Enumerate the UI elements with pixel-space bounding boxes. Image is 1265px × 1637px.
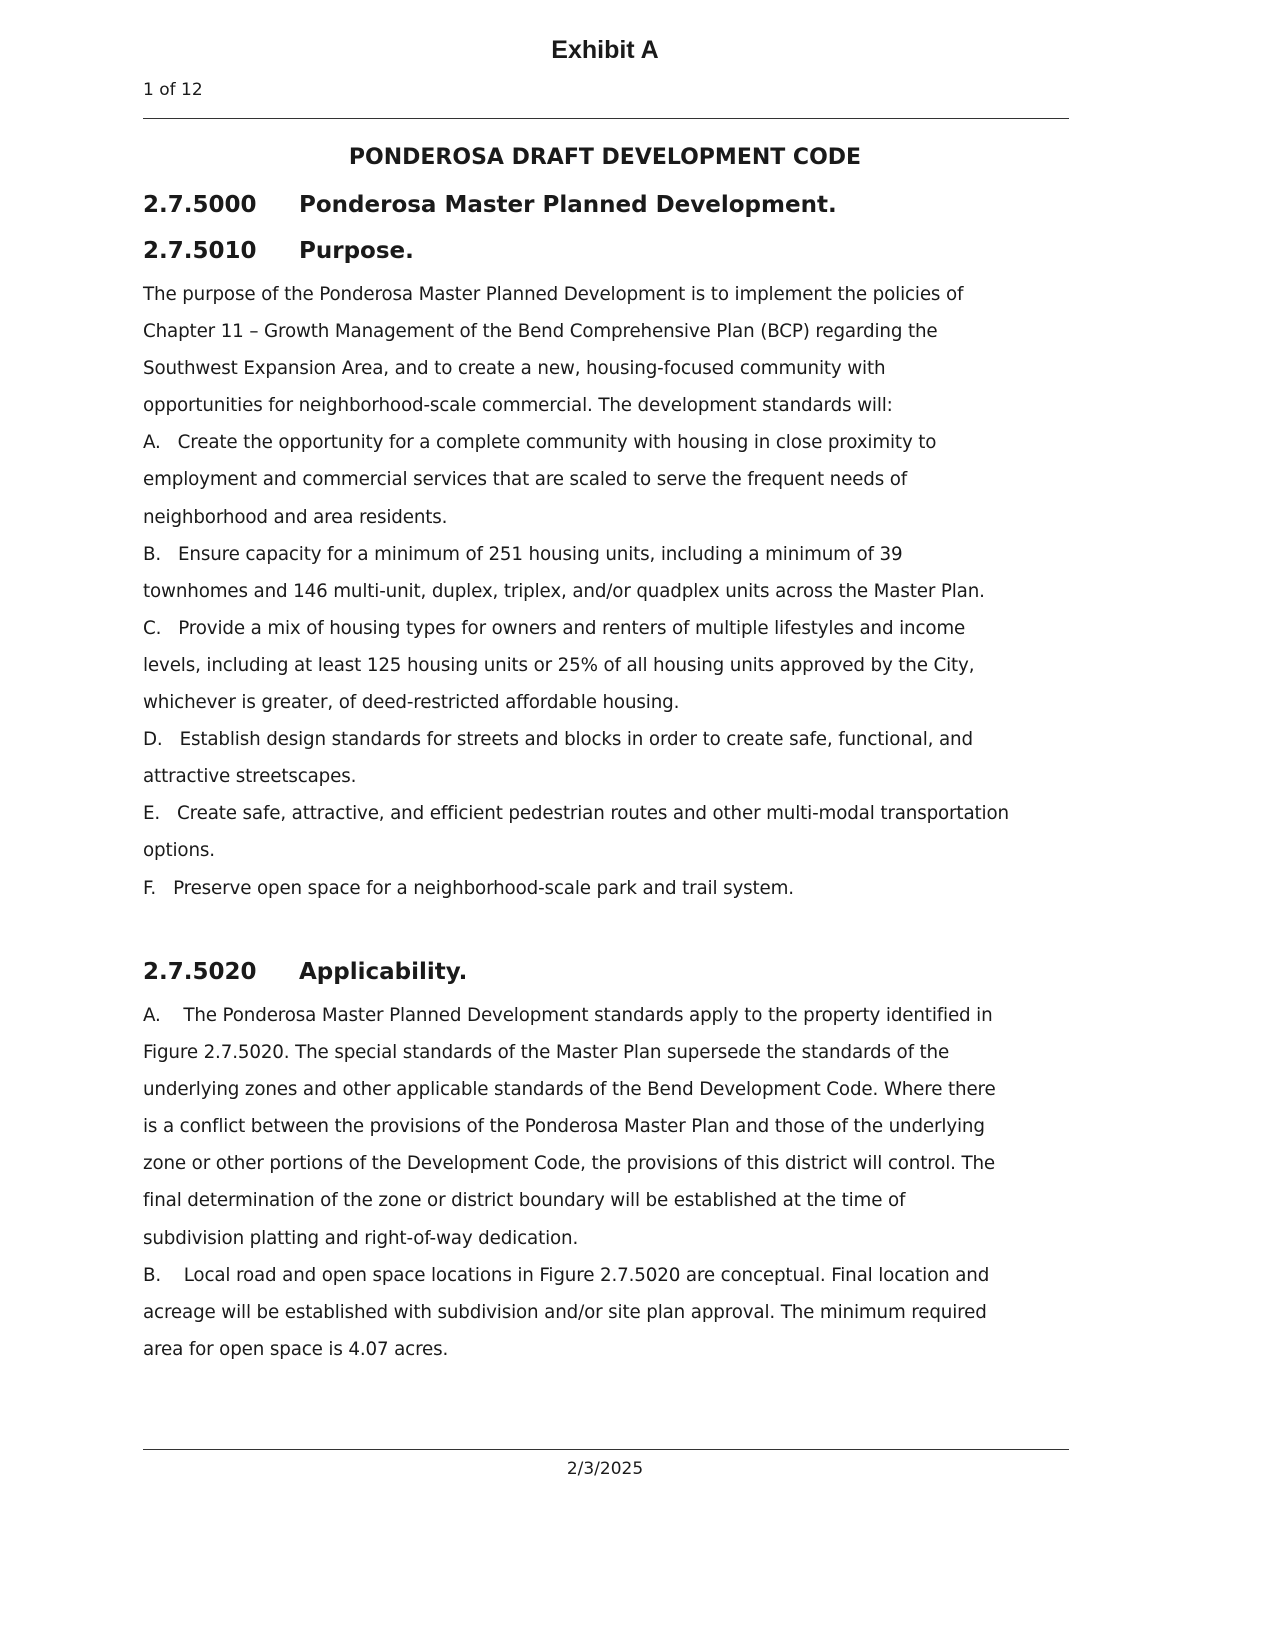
text-line: D. Establish design standards for streets and blocks in order to create safe, functional, and	[143, 729, 973, 751]
footer-date: 2/3/2025	[566, 1459, 644, 1479]
text-line: is a conflict between the provisions of the Ponderosa Master Plan and those of the underlying	[143, 1116, 985, 1138]
text-line: options.	[143, 840, 215, 862]
text-line: B. Local road and open space locations in Figure 2.7.5020 are conceptual. Final location and	[143, 1264, 990, 1286]
text-line: Chapter 11 – Growth Management of the Bend Comprehensive Plan (BCP) regarding the	[143, 321, 938, 343]
text-line: employment and commercial services that are scaled to serve the frequent needs of	[143, 469, 908, 491]
page-number: 1 of 12	[143, 80, 203, 100]
section-number: 2.7.5010	[143, 238, 257, 264]
text-line: attractive streetscapes.	[143, 766, 357, 788]
text-line: subdivision platting and right-of-way dedication.	[143, 1227, 579, 1249]
section-heading-5010	[143, 238, 414, 264]
text-line: whichever is greater, of deed-restricted affordable housing.	[143, 692, 680, 714]
text-line: levels, including at least 125 housing units or 25% of all housing units approved by the City,	[143, 654, 975, 676]
text-line: F. Preserve open space for a neighborhood-scale park and trail system.	[143, 877, 794, 899]
footer-divider	[143, 1449, 1069, 1450]
section-heading-5020	[143, 959, 467, 985]
section-title: Ponderosa Master Planned Development.	[299, 192, 837, 218]
text-line: Southwest Expansion Area, and to create a new, housing-focused community with	[143, 358, 886, 380]
text-line: opportunities for neighborhood-scale commercial. The development standards will:	[143, 395, 893, 417]
text-line: area for open space is 4.07 acres.	[143, 1338, 449, 1360]
text-line: final determination of the zone or district boundary will be established at the time of	[143, 1190, 906, 1212]
text-line: acreage will be established with subdivision and/or site plan approval. The minimum required	[143, 1301, 987, 1323]
header-divider	[143, 118, 1069, 119]
applicability-body	[143, 997, 996, 1368]
text-line: E. Create safe, attractive, and efficient pedestrian routes and other multi-modal transportation	[143, 803, 1009, 825]
text-line: townhomes and 146 multi-unit, duplex, triplex, and/or quadplex units across the Master Plan.	[143, 580, 985, 602]
text-line: A. Create the opportunity for a complete community with housing in close proximity to	[143, 432, 937, 454]
text-line: C. Provide a mix of housing types for owners and renters of multiple lifestyles and income	[143, 617, 966, 639]
text-line: A. The Ponderosa Master Planned Development standards apply to the property identified in	[143, 1005, 993, 1026]
exhibit-label: Exhibit A	[551, 36, 659, 64]
section-title: Purpose.	[299, 238, 414, 264]
document-title: PONDEROSA DRAFT DEVELOPMENT CODE	[348, 145, 862, 170]
section-number: 2.7.5000	[143, 192, 257, 218]
text-line: underlying zones and other applicable standards of the Bend Development Code. Where there	[143, 1079, 996, 1101]
text-line: Figure 2.7.5020. The special standards of the Master Plan supersede the standards of the	[143, 1042, 950, 1064]
text-line: B. Ensure capacity for a minimum of 251 housing units, including a minimum of 39	[143, 543, 903, 565]
section-title: Applicability.	[299, 959, 468, 985]
text-line: zone or other portions of the Development Code, the provisions of this district will control. The	[143, 1153, 996, 1175]
text-line: neighborhood and area residents.	[143, 506, 448, 528]
section-heading-5000	[143, 192, 837, 218]
section-number: 2.7.5020	[143, 959, 257, 985]
purpose-body	[143, 276, 1009, 907]
text-line: The purpose of the Ponderosa Master Planned Development is to implement the policies of	[143, 284, 964, 305]
